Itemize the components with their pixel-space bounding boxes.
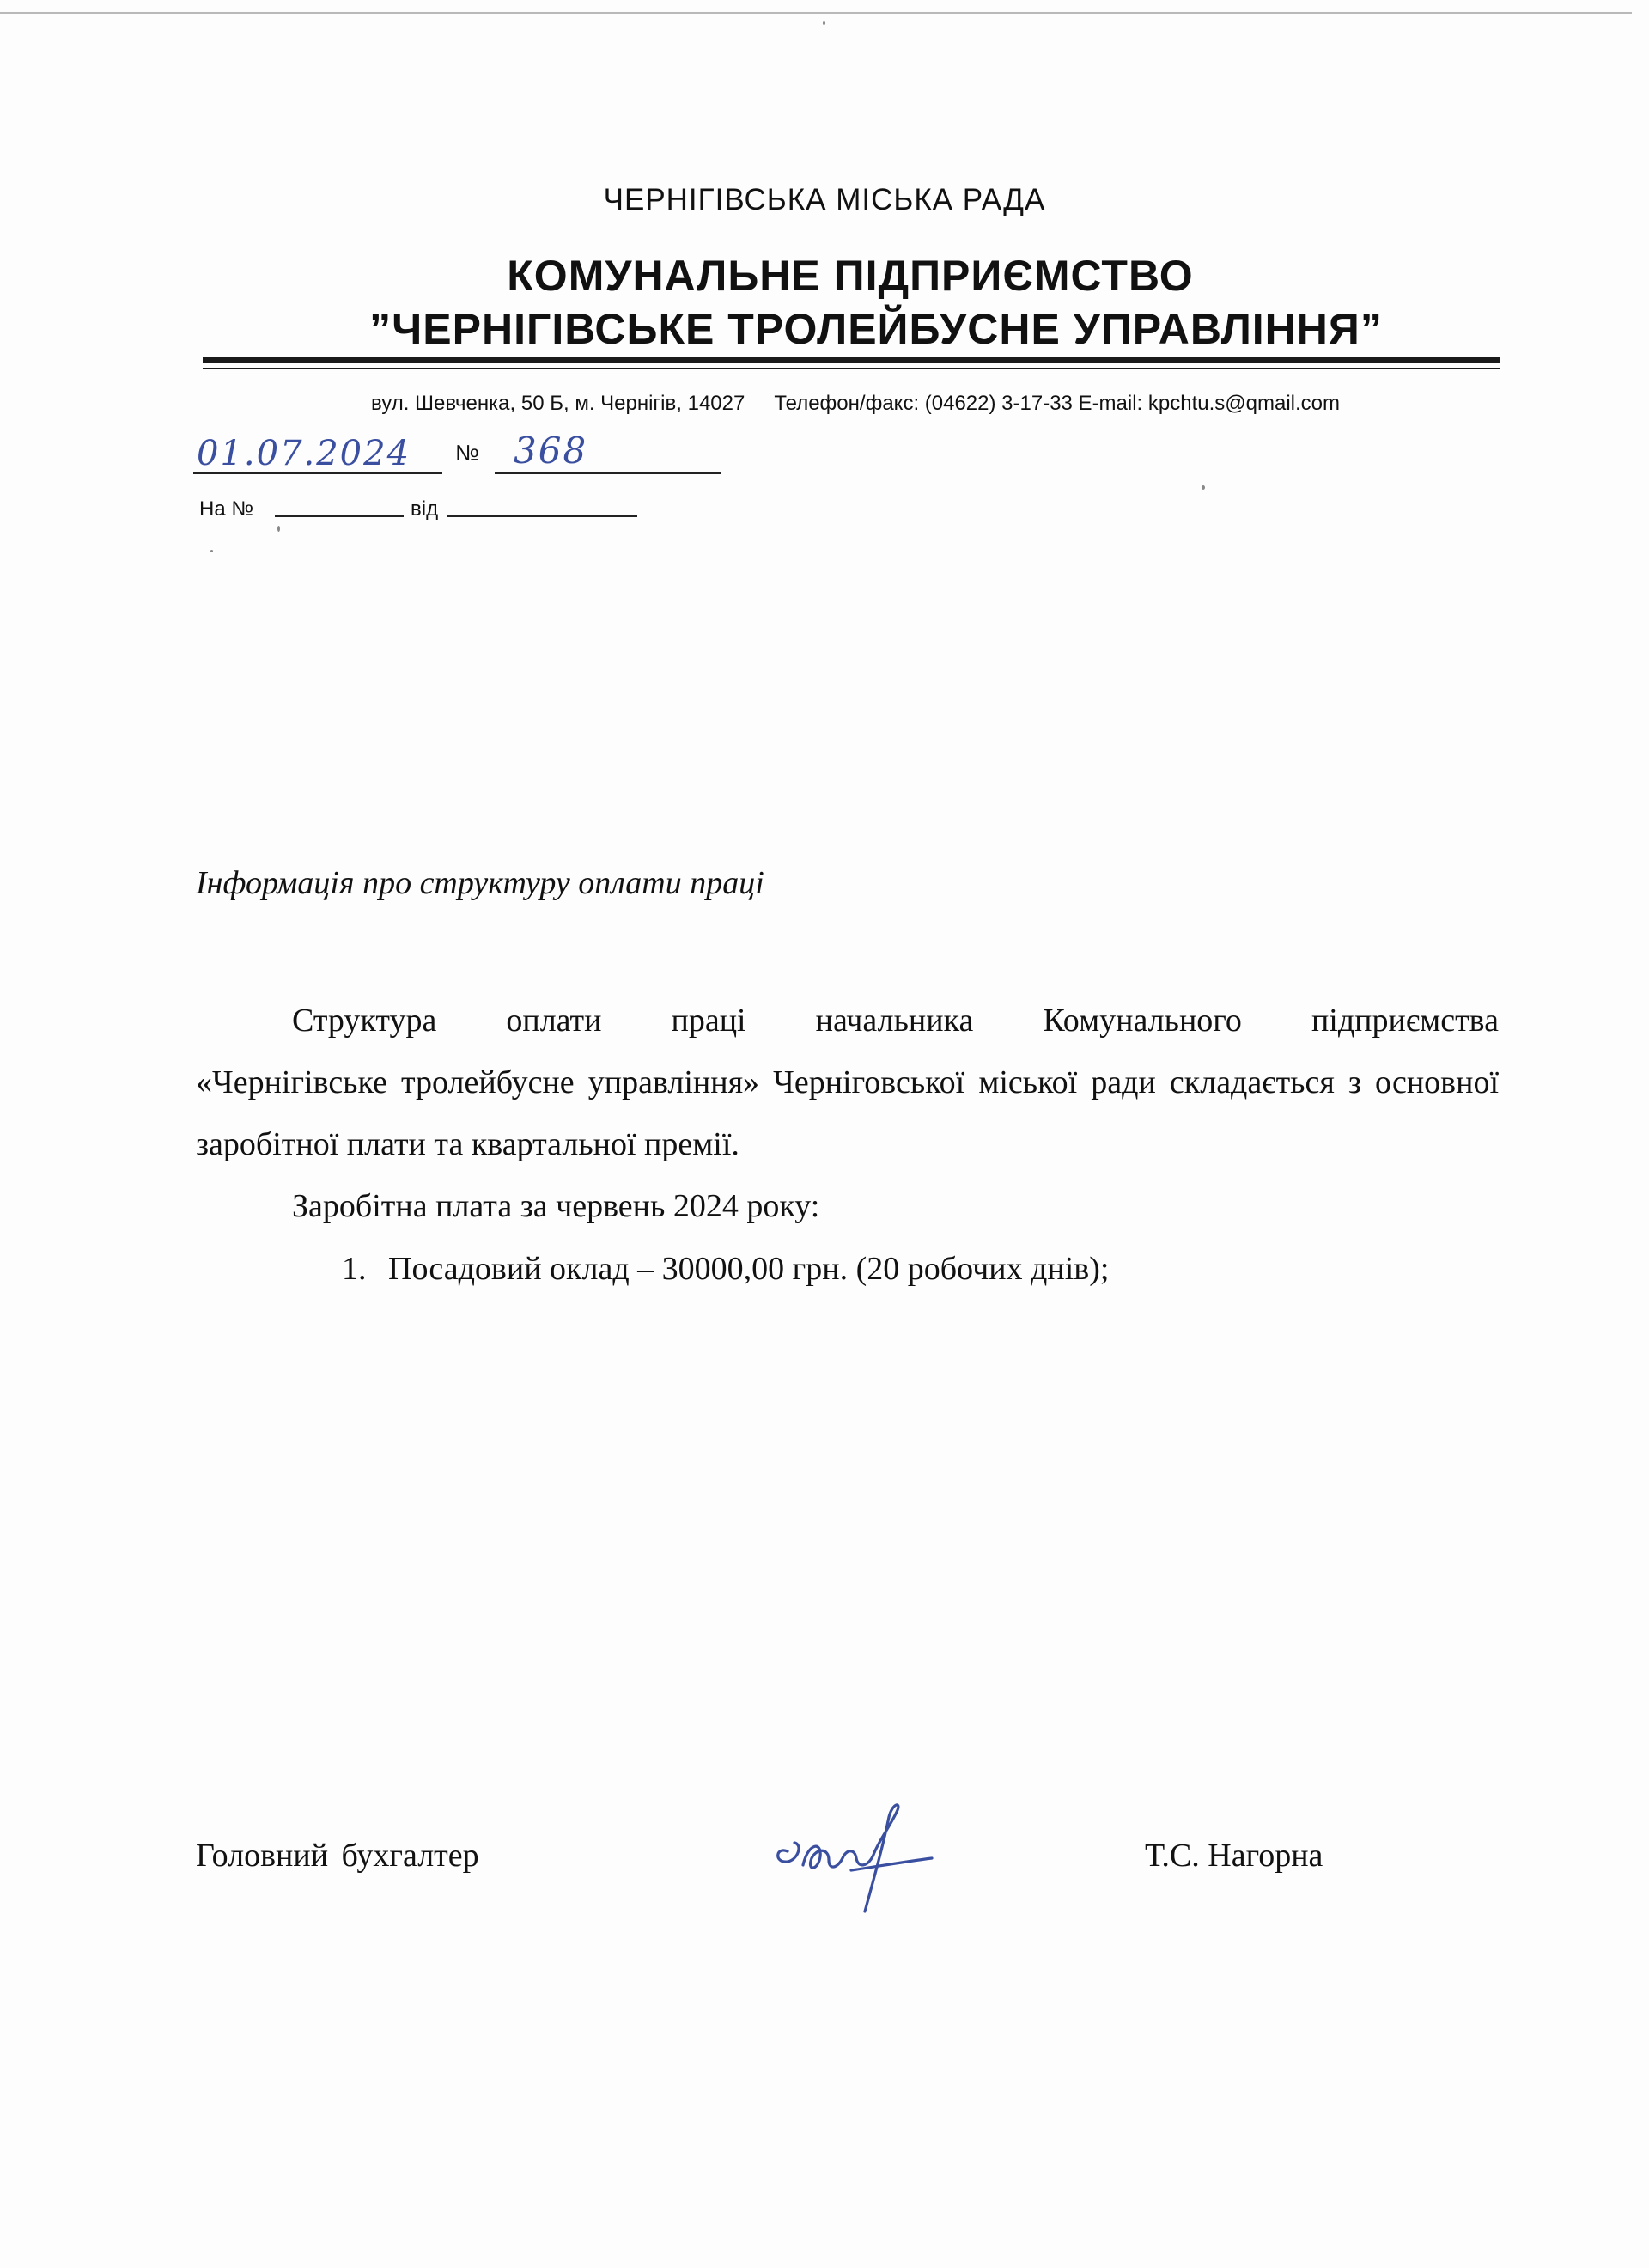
organization-name: ”ЧЕРНІГІВСЬКЕ ТРОЛЕЙБУСНЕ УПРАВЛІННЯ”: [369, 305, 1383, 353]
letterhead-rule-thick: [203, 357, 1500, 363]
outgoing-date-field: [193, 430, 442, 474]
handwritten-number: 368: [514, 430, 588, 472]
outgoing-number-field: [495, 430, 721, 474]
signer-role: Головний бухгалтер: [196, 1838, 479, 1874]
phone-email: Телефон/факс: (04622) 3-17-33 E-mail: kpchtu.s@qmail.com: [774, 392, 1340, 415]
reply-to-label: На №: [199, 497, 254, 521]
list-item-number: 1.: [342, 1251, 367, 1287]
scan-speck: [1202, 485, 1205, 490]
scan-speck: [277, 526, 280, 532]
salary-intro: Заробітна плата за червень 2024 року:: [292, 1188, 820, 1224]
signer-name: Т.С. Нагорна: [1145, 1838, 1323, 1874]
council-name: ЧЕРНІГІВСЬКА МІСЬКА РАДА: [603, 183, 1046, 216]
reply-from-blank: [447, 515, 637, 517]
subject-line: Інформація про структуру оплати праці: [196, 865, 764, 901]
letterhead-rule-thin: [203, 368, 1500, 369]
reply-from-label: від: [411, 497, 439, 521]
paragraph-first-line: Структура оплати праці начальника Комунального підприємства: [292, 1003, 1499, 1039]
number-label: №: [455, 440, 479, 466]
address: вул. Шевченка, 50 Б, м. Чернігів, 14027: [371, 392, 745, 415]
paragraph-continuation: «Чернігівське тролейбусне управління» Черніговської міської ради складається з основної заробітної плати та квартальної премії.: [196, 1064, 1499, 1162]
handwritten-date: 01.07.2024: [197, 434, 411, 473]
scan-speck: [823, 21, 825, 25]
reply-to-blank: [275, 515, 404, 517]
scan-edge-line: [0, 12, 1632, 14]
list-item-text: Посадовий оклад – 30000,00 грн. (20 робочих днів);: [388, 1251, 1110, 1287]
contacts-line: [371, 392, 1340, 416]
scan-speck: [210, 550, 213, 552]
organization-type: КОМУНАЛЬНЕ ПІДПРИЄМСТВО: [507, 252, 1194, 300]
salary-list-item: [342, 1250, 1109, 1288]
body-text: [196, 990, 1499, 1237]
handwritten-signature: [769, 1791, 940, 1920]
